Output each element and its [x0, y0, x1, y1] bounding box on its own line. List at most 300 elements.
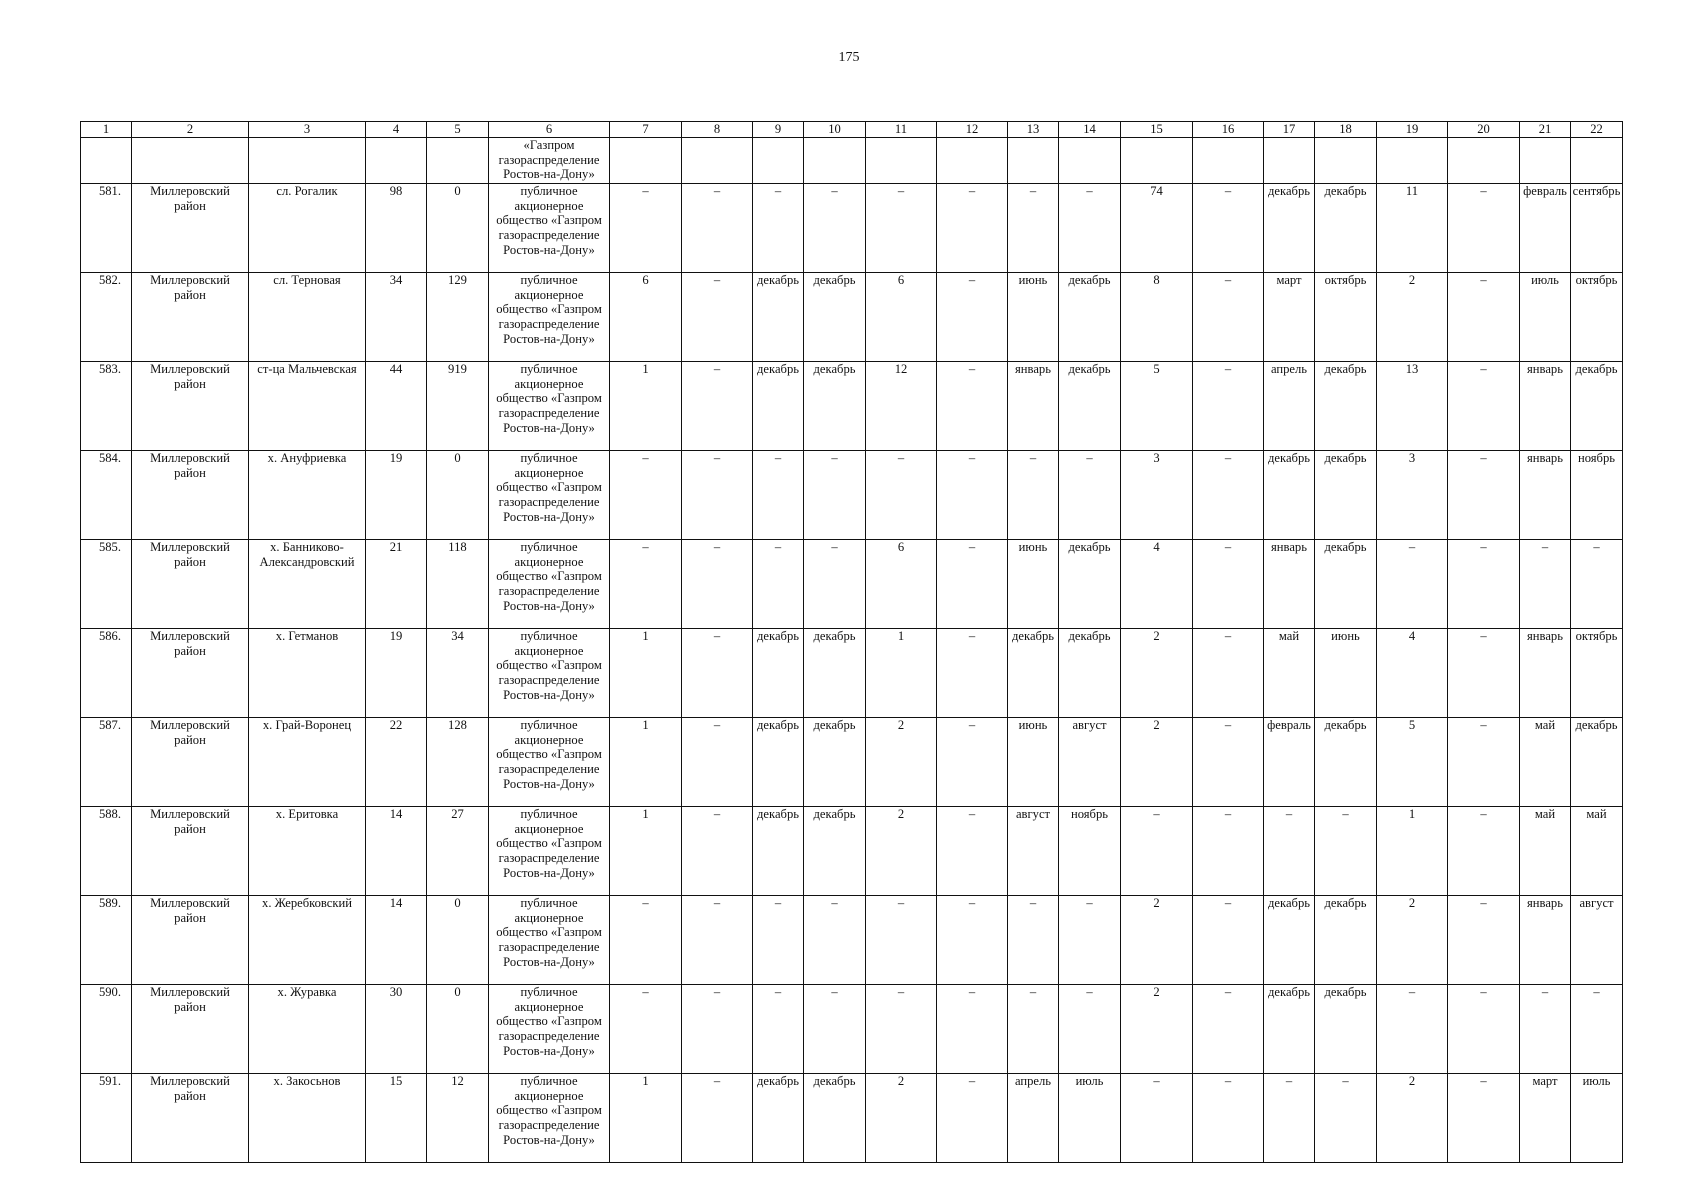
col-5-cell: 0	[427, 896, 489, 985]
col-7-cell: 1	[610, 362, 682, 451]
row-number-cell: 581.	[81, 184, 132, 273]
col-9-cell: декабрь	[753, 1074, 804, 1163]
table-body	[81, 138, 1623, 1163]
continuation-org-cell: «Газпром газораспределение Ростов-на-Дону»	[489, 138, 610, 184]
col-14-cell: август	[1059, 718, 1121, 807]
settlement-cell: ст-ца Мальчевская	[249, 362, 366, 451]
col-18-cell: июнь	[1315, 629, 1377, 718]
row-number-cell: 589.	[81, 896, 132, 985]
col-9-cell: –	[753, 540, 804, 629]
column-header: 3	[249, 122, 366, 138]
col-17-cell: декабрь	[1264, 451, 1315, 540]
table-row	[81, 629, 1623, 718]
col-22-cell: –	[1571, 540, 1623, 629]
col-11-cell: –	[866, 896, 937, 985]
col-5-cell: 27	[427, 807, 489, 896]
district-cell: Миллеровский район	[132, 985, 249, 1074]
settlement-cell: х. Жеребковский	[249, 896, 366, 985]
col-17-cell: апрель	[1264, 362, 1315, 451]
col-8-cell: –	[682, 362, 753, 451]
col-16-cell: –	[1193, 540, 1264, 629]
row-number-cell: 591.	[81, 1074, 132, 1163]
table-cell	[1264, 138, 1315, 184]
col-9-cell: –	[753, 451, 804, 540]
table-cell	[753, 138, 804, 184]
col-5-cell: 919	[427, 362, 489, 451]
col-11-cell: 1	[866, 629, 937, 718]
column-header: 13	[1008, 122, 1059, 138]
table-row	[81, 896, 1623, 985]
table-cell	[1193, 138, 1264, 184]
col-10-cell: декабрь	[804, 718, 866, 807]
column-header: 11	[866, 122, 937, 138]
col-4-cell: 21	[366, 540, 427, 629]
col-9-cell: –	[753, 896, 804, 985]
col-5-cell: 128	[427, 718, 489, 807]
col-15-cell: –	[1121, 807, 1193, 896]
col-8-cell: –	[682, 540, 753, 629]
col-17-cell: декабрь	[1264, 896, 1315, 985]
col-9-cell: декабрь	[753, 629, 804, 718]
col-13-cell: январь	[1008, 362, 1059, 451]
col-4-cell: 44	[366, 362, 427, 451]
col-21-cell: январь	[1520, 451, 1571, 540]
col-10-cell: декабрь	[804, 273, 866, 362]
col-16-cell: –	[1193, 1074, 1264, 1163]
col-14-cell: –	[1059, 896, 1121, 985]
table-cell	[427, 138, 489, 184]
col-20-cell: –	[1448, 451, 1520, 540]
col-21-cell: –	[1520, 985, 1571, 1074]
col-18-cell: –	[1315, 807, 1377, 896]
table-row	[81, 1074, 1623, 1163]
col-16-cell: –	[1193, 807, 1264, 896]
col-8-cell: –	[682, 807, 753, 896]
col-7-cell: –	[610, 896, 682, 985]
col-12-cell: –	[937, 629, 1008, 718]
organization-cell: публичное акционерное общество «Газпром газораспределение Ростов-на-Дону»	[489, 451, 610, 540]
table-cell	[1121, 138, 1193, 184]
col-12-cell: –	[937, 184, 1008, 273]
column-header: 12	[937, 122, 1008, 138]
row-number-cell: 584.	[81, 451, 132, 540]
col-16-cell: –	[1193, 718, 1264, 807]
district-cell: Миллеровский район	[132, 807, 249, 896]
row-number-cell: 590.	[81, 985, 132, 1074]
organization-cell: публичное акционерное общество «Газпром газораспределение Ростов-на-Дону»	[489, 362, 610, 451]
col-8-cell: –	[682, 985, 753, 1074]
col-12-cell: –	[937, 896, 1008, 985]
col-12-cell: –	[937, 540, 1008, 629]
column-header: 19	[1377, 122, 1448, 138]
col-19-cell: 4	[1377, 629, 1448, 718]
column-header: 10	[804, 122, 866, 138]
col-16-cell: –	[1193, 896, 1264, 985]
col-8-cell: –	[682, 718, 753, 807]
col-17-cell: декабрь	[1264, 985, 1315, 1074]
table-row	[81, 451, 1623, 540]
col-14-cell: июль	[1059, 1074, 1121, 1163]
col-7-cell: 1	[610, 1074, 682, 1163]
col-21-cell: январь	[1520, 362, 1571, 451]
settlement-cell: х. Банниково-Александровский	[249, 540, 366, 629]
col-9-cell: декабрь	[753, 807, 804, 896]
district-cell: Миллеровский район	[132, 1074, 249, 1163]
col-17-cell: –	[1264, 807, 1315, 896]
data-table	[80, 121, 1623, 1163]
col-22-cell: декабрь	[1571, 362, 1623, 451]
col-4-cell: 98	[366, 184, 427, 273]
table-row	[81, 540, 1623, 629]
col-4-cell: 15	[366, 1074, 427, 1163]
organization-cell: публичное акционерное общество «Газпром газораспределение Ростов-на-Дону»	[489, 718, 610, 807]
col-19-cell: 2	[1377, 896, 1448, 985]
table-cell	[249, 138, 366, 184]
settlement-cell: х. Закосьнов	[249, 1074, 366, 1163]
col-13-cell: июнь	[1008, 718, 1059, 807]
organization-cell: публичное акционерное общество «Газпром газораспределение Ростов-на-Дону»	[489, 273, 610, 362]
column-header: 14	[1059, 122, 1121, 138]
table-cell	[866, 138, 937, 184]
col-5-cell: 118	[427, 540, 489, 629]
col-22-cell: август	[1571, 896, 1623, 985]
col-10-cell: декабрь	[804, 629, 866, 718]
col-10-cell: декабрь	[804, 807, 866, 896]
column-header: 18	[1315, 122, 1377, 138]
col-16-cell: –	[1193, 629, 1264, 718]
col-7-cell: 6	[610, 273, 682, 362]
col-20-cell: –	[1448, 629, 1520, 718]
col-20-cell: –	[1448, 985, 1520, 1074]
col-14-cell: ноябрь	[1059, 807, 1121, 896]
col-7-cell: 1	[610, 718, 682, 807]
col-21-cell: февраль	[1520, 184, 1571, 273]
col-20-cell: –	[1448, 896, 1520, 985]
district-cell: Миллеровский район	[132, 184, 249, 273]
col-19-cell: 1	[1377, 807, 1448, 896]
col-12-cell: –	[937, 451, 1008, 540]
table-cell	[1520, 138, 1571, 184]
col-7-cell: –	[610, 184, 682, 273]
table-row	[81, 362, 1623, 451]
district-cell: Миллеровский район	[132, 273, 249, 362]
district-cell: Миллеровский район	[132, 718, 249, 807]
table-cell	[1448, 138, 1520, 184]
col-19-cell: –	[1377, 540, 1448, 629]
col-18-cell: октябрь	[1315, 273, 1377, 362]
col-14-cell: декабрь	[1059, 540, 1121, 629]
col-11-cell: –	[866, 985, 937, 1074]
district-cell: Миллеровский район	[132, 896, 249, 985]
organization-cell: публичное акционерное общество «Газпром газораспределение Ростов-на-Дону»	[489, 629, 610, 718]
col-7-cell: 1	[610, 807, 682, 896]
col-7-cell: –	[610, 451, 682, 540]
col-17-cell: январь	[1264, 540, 1315, 629]
col-8-cell: –	[682, 184, 753, 273]
col-13-cell: декабрь	[1008, 629, 1059, 718]
col-8-cell: –	[682, 1074, 753, 1163]
col-15-cell: 4	[1121, 540, 1193, 629]
page-number: 175	[838, 50, 860, 65]
col-15-cell: –	[1121, 1074, 1193, 1163]
column-header: 22	[1571, 122, 1623, 138]
col-14-cell: –	[1059, 985, 1121, 1074]
col-7-cell: 1	[610, 629, 682, 718]
table-cell	[682, 138, 753, 184]
settlement-cell: х. Еритовка	[249, 807, 366, 896]
col-17-cell: февраль	[1264, 718, 1315, 807]
col-12-cell: –	[937, 807, 1008, 896]
settlement-cell: сл. Рогалик	[249, 184, 366, 273]
col-13-cell: –	[1008, 451, 1059, 540]
col-17-cell: –	[1264, 1074, 1315, 1163]
col-9-cell: –	[753, 985, 804, 1074]
col-7-cell: –	[610, 540, 682, 629]
col-13-cell: июнь	[1008, 540, 1059, 629]
col-11-cell: 2	[866, 807, 937, 896]
col-8-cell: –	[682, 273, 753, 362]
table-cell	[81, 138, 132, 184]
col-17-cell: март	[1264, 273, 1315, 362]
col-12-cell: –	[937, 985, 1008, 1074]
col-19-cell: 3	[1377, 451, 1448, 540]
col-16-cell: –	[1193, 362, 1264, 451]
column-header: 17	[1264, 122, 1315, 138]
col-19-cell: 2	[1377, 273, 1448, 362]
col-16-cell: –	[1193, 451, 1264, 540]
settlement-cell: х. Гетманов	[249, 629, 366, 718]
table-cell	[132, 138, 249, 184]
district-cell: Миллеровский район	[132, 362, 249, 451]
col-9-cell: декабрь	[753, 362, 804, 451]
column-header: 4	[366, 122, 427, 138]
col-4-cell: 30	[366, 985, 427, 1074]
col-4-cell: 34	[366, 273, 427, 362]
col-21-cell: май	[1520, 718, 1571, 807]
row-number-cell: 585.	[81, 540, 132, 629]
column-header: 16	[1193, 122, 1264, 138]
col-5-cell: 129	[427, 273, 489, 362]
col-4-cell: 19	[366, 629, 427, 718]
col-14-cell: декабрь	[1059, 362, 1121, 451]
col-18-cell: декабрь	[1315, 718, 1377, 807]
col-22-cell: –	[1571, 985, 1623, 1074]
col-12-cell: –	[937, 1074, 1008, 1163]
col-16-cell: –	[1193, 184, 1264, 273]
col-18-cell: декабрь	[1315, 540, 1377, 629]
table-row	[81, 273, 1623, 362]
col-9-cell: декабрь	[753, 718, 804, 807]
column-header: 2	[132, 122, 249, 138]
col-5-cell: 34	[427, 629, 489, 718]
column-header: 1	[81, 122, 132, 138]
col-16-cell: –	[1193, 273, 1264, 362]
col-10-cell: –	[804, 451, 866, 540]
col-10-cell: –	[804, 896, 866, 985]
settlement-cell: х. Журавка	[249, 985, 366, 1074]
col-13-cell: –	[1008, 184, 1059, 273]
col-14-cell: –	[1059, 451, 1121, 540]
col-14-cell: декабрь	[1059, 629, 1121, 718]
col-4-cell: 14	[366, 807, 427, 896]
col-8-cell: –	[682, 451, 753, 540]
col-9-cell: декабрь	[753, 273, 804, 362]
row-number-cell: 587.	[81, 718, 132, 807]
col-22-cell: октябрь	[1571, 629, 1623, 718]
col-9-cell: –	[753, 184, 804, 273]
organization-cell: публичное акционерное общество «Газпром газораспределение Ростов-на-Дону»	[489, 184, 610, 273]
column-header: 7	[610, 122, 682, 138]
organization-cell: публичное акционерное общество «Газпром газораспределение Ростов-на-Дону»	[489, 896, 610, 985]
col-8-cell: –	[682, 629, 753, 718]
col-15-cell: 2	[1121, 985, 1193, 1074]
column-header: 20	[1448, 122, 1520, 138]
table-row	[81, 807, 1623, 896]
col-20-cell: –	[1448, 718, 1520, 807]
organization-cell: публичное акционерное общество «Газпром газораспределение Ростов-на-Дону»	[489, 540, 610, 629]
col-20-cell: –	[1448, 540, 1520, 629]
column-header: 8	[682, 122, 753, 138]
col-18-cell: –	[1315, 1074, 1377, 1163]
col-21-cell: –	[1520, 540, 1571, 629]
col-19-cell: 11	[1377, 184, 1448, 273]
col-8-cell: –	[682, 896, 753, 985]
organization-cell: публичное акционерное общество «Газпром газораспределение Ростов-на-Дону»	[489, 1074, 610, 1163]
row-number-cell: 583.	[81, 362, 132, 451]
col-21-cell: январь	[1520, 629, 1571, 718]
col-15-cell: 74	[1121, 184, 1193, 273]
col-15-cell: 2	[1121, 896, 1193, 985]
col-22-cell: июль	[1571, 1074, 1623, 1163]
col-13-cell: –	[1008, 896, 1059, 985]
col-15-cell: 2	[1121, 629, 1193, 718]
col-21-cell: март	[1520, 1074, 1571, 1163]
column-header: 6	[489, 122, 610, 138]
table-cell	[1008, 138, 1059, 184]
col-11-cell: 2	[866, 1074, 937, 1163]
col-22-cell: сентябрь	[1571, 184, 1623, 273]
col-19-cell: –	[1377, 985, 1448, 1074]
settlement-cell: сл. Терновая	[249, 273, 366, 362]
col-10-cell: –	[804, 184, 866, 273]
table-row	[81, 985, 1623, 1074]
col-5-cell: 0	[427, 451, 489, 540]
col-11-cell: –	[866, 184, 937, 273]
col-19-cell: 5	[1377, 718, 1448, 807]
col-22-cell: октябрь	[1571, 273, 1623, 362]
col-7-cell: –	[610, 985, 682, 1074]
col-19-cell: 2	[1377, 1074, 1448, 1163]
col-10-cell: декабрь	[804, 1074, 866, 1163]
col-18-cell: декабрь	[1315, 896, 1377, 985]
col-12-cell: –	[937, 273, 1008, 362]
col-22-cell: май	[1571, 807, 1623, 896]
col-21-cell: май	[1520, 807, 1571, 896]
col-14-cell: –	[1059, 184, 1121, 273]
district-cell: Миллеровский район	[132, 629, 249, 718]
col-15-cell: 8	[1121, 273, 1193, 362]
col-20-cell: –	[1448, 273, 1520, 362]
col-21-cell: июль	[1520, 273, 1571, 362]
col-22-cell: декабрь	[1571, 718, 1623, 807]
col-5-cell: 0	[427, 184, 489, 273]
col-15-cell: 3	[1121, 451, 1193, 540]
continuation-row	[81, 138, 1623, 184]
col-11-cell: 2	[866, 718, 937, 807]
table-cell	[1377, 138, 1448, 184]
col-11-cell: 6	[866, 273, 937, 362]
table-cell	[610, 138, 682, 184]
col-10-cell: декабрь	[804, 362, 866, 451]
col-11-cell: 6	[866, 540, 937, 629]
table-row	[81, 184, 1623, 273]
table-row	[81, 718, 1623, 807]
table-cell	[804, 138, 866, 184]
col-18-cell: декабрь	[1315, 184, 1377, 273]
col-20-cell: –	[1448, 184, 1520, 273]
col-11-cell: –	[866, 451, 937, 540]
col-12-cell: –	[937, 718, 1008, 807]
table-cell	[937, 138, 1008, 184]
column-header: 21	[1520, 122, 1571, 138]
col-13-cell: август	[1008, 807, 1059, 896]
col-20-cell: –	[1448, 362, 1520, 451]
col-18-cell: декабрь	[1315, 362, 1377, 451]
col-4-cell: 19	[366, 451, 427, 540]
col-10-cell: –	[804, 540, 866, 629]
settlement-cell: х. Ануфриевка	[249, 451, 366, 540]
col-15-cell: 5	[1121, 362, 1193, 451]
col-11-cell: 12	[866, 362, 937, 451]
col-20-cell: –	[1448, 1074, 1520, 1163]
col-21-cell: январь	[1520, 896, 1571, 985]
col-13-cell: июнь	[1008, 273, 1059, 362]
col-15-cell: 2	[1121, 718, 1193, 807]
col-18-cell: декабрь	[1315, 985, 1377, 1074]
col-19-cell: 13	[1377, 362, 1448, 451]
district-cell: Миллеровский район	[132, 451, 249, 540]
table-cell	[1059, 138, 1121, 184]
col-5-cell: 12	[427, 1074, 489, 1163]
organization-cell: публичное акционерное общество «Газпром газораспределение Ростов-на-Дону»	[489, 985, 610, 1074]
col-18-cell: декабрь	[1315, 451, 1377, 540]
column-header: 9	[753, 122, 804, 138]
organization-cell: публичное акционерное общество «Газпром газораспределение Ростов-на-Дону»	[489, 807, 610, 896]
district-cell: Миллеровский район	[132, 540, 249, 629]
col-17-cell: май	[1264, 629, 1315, 718]
col-22-cell: ноябрь	[1571, 451, 1623, 540]
row-number-cell: 586.	[81, 629, 132, 718]
row-number-cell: 582.	[81, 273, 132, 362]
column-header: 5	[427, 122, 489, 138]
col-20-cell: –	[1448, 807, 1520, 896]
col-12-cell: –	[937, 362, 1008, 451]
col-14-cell: декабрь	[1059, 273, 1121, 362]
table-cell	[366, 138, 427, 184]
col-13-cell: апрель	[1008, 1074, 1059, 1163]
settlement-cell: х. Грай-Воронец	[249, 718, 366, 807]
col-4-cell: 22	[366, 718, 427, 807]
table-cell	[1571, 138, 1623, 184]
header-row	[81, 122, 1623, 138]
col-5-cell: 0	[427, 985, 489, 1074]
col-13-cell: –	[1008, 985, 1059, 1074]
table-cell	[1315, 138, 1377, 184]
row-number-cell: 588.	[81, 807, 132, 896]
col-17-cell: декабрь	[1264, 184, 1315, 273]
col-4-cell: 14	[366, 896, 427, 985]
column-header: 15	[1121, 122, 1193, 138]
